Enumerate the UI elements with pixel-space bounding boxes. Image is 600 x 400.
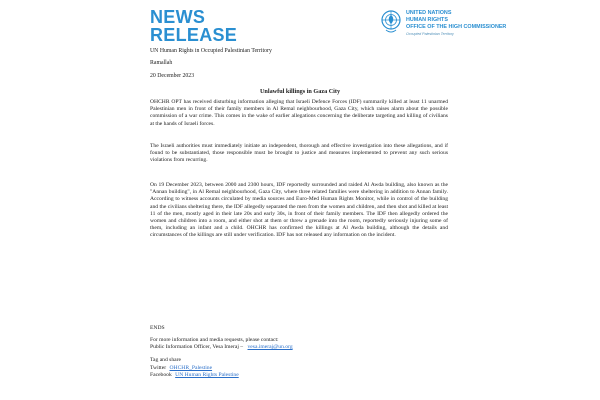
date-line: 20 December 2023 [150, 73, 195, 79]
facebook-line [150, 372, 239, 380]
twitter-handle-link[interactable]: OHCHR_Palestine [169, 364, 213, 371]
contact-email-link[interactable]: vesa.imeraj@un.org [247, 344, 293, 351]
contact-block [150, 337, 293, 351]
paragraph-3: On 19 December 2023, between 2000 and 2300 hours, IDF reportedly surrounded and raided Al Awda building, also known as the "Annan building", in Al Remal neighbourhood, Gaza City, where three related families were sheltering in addition to Annan family. According to witness accounts circulated by media sources and Euro-Med Human Rights Monitor, while in control of the building and the civilians sheltering there, the IDF allegedly separated the men from the women and children, and then shot and killed at least 11 of the men, mostly aged in their late 20s and early 30s, in front of their family members. The IDF then allegedly ordered the women and children into a room, and either shot at them or threw a grenade into the room, reportedly seriously injuring some of them, including an infant and a child. OHCHR has confirmed the killings at Al Awda building, although the details and circumstances of the killings are still under verification. IDF has not released any information on the incident. [150, 182, 448, 239]
facebook-label: Facebook [150, 372, 172, 378]
ends-marker: ENDS [150, 325, 165, 331]
un-human-rights-logo [380, 9, 507, 39]
news-release-heading [150, 8, 237, 44]
contact-person: Public Information Officer, Vesa Imeraj – [150, 344, 244, 351]
release-title: Unlawful killings in Gaza City [259, 88, 341, 95]
office-line: UN Human Rights in Occupied Palestinian Territory [150, 48, 272, 54]
logo-line-3: OFFICE OF THE HIGH COMMISSIONER [406, 24, 507, 30]
location-line: Ramallah [150, 60, 173, 66]
news-line: NEWS [150, 7, 206, 27]
twitter-label: Twitter [150, 364, 167, 371]
paragraph-2: The Israeli authorities must immediately initiate an independent, thorough and effective investigation into these allegations, and if found to be substantiated, those responsible must be brought to justice and measures implemented to prevent any such serious violations from recurring. [150, 143, 448, 164]
contact-intro: For more information and media requests, please contact: [150, 337, 279, 343]
logo-line-2: HUMAN RIGHTS [406, 17, 448, 23]
paragraph-1: OHCHR OPT has received disturbing information alleging that Israeli Defence Forces (IDF) summarily killed at least 11 unarmed Palestinian men in front of their family members in Al Remal neighbourhood, Gaza City, which raises alarm about the possible commission of a war crime. This comes in the wake of earlier allegations concerning the deliberate targeting and killing of civilians at the hands of Israeli forces. [150, 99, 448, 127]
tag-and-share-block [150, 357, 239, 380]
tag-label: Tag and share [150, 357, 181, 363]
un-human-rights-emblem-icon [380, 9, 402, 35]
contact-line [150, 344, 293, 351]
logo-line-4: Occupied Palestinian Territory [406, 32, 454, 36]
logo-line-1: UNITED NATIONS [406, 10, 452, 16]
release-line: RELEASE [150, 25, 238, 45]
facebook-handle-link[interactable]: UN Human Rights Palestine [175, 372, 239, 378]
twitter-line [150, 365, 239, 373]
